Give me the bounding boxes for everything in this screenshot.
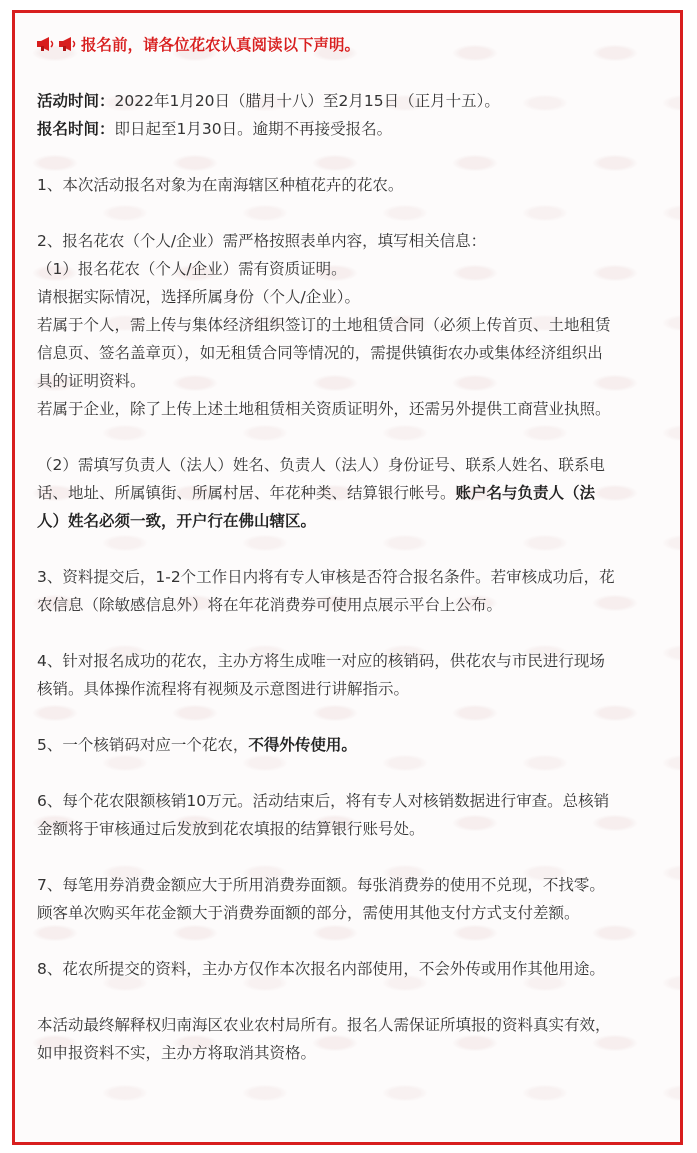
activity-time-label: 活动时间： [37,92,115,110]
item-2-sub-2-fields: 话、地址、所属镇街、所属村居、年花种类、结算银行帐号。 [37,484,456,502]
item-5-text: 5、一个核销码对应一个花农， [37,736,249,754]
announcement-body [37,31,667,1067]
item-5 [37,731,667,759]
item-2-sub-2: （2）需填写负责人（法人）姓名、负责人（法人）身份证号、联系人姓名、联系电 [37,456,605,474]
item-6: 6、每个花农限额核销10万元。活动结束后，将有专人对核销数据进行审查。总核销 [37,792,610,810]
item-4-cont: 核销。具体操作流程将有视频及示意图进行讲解指示。 [37,680,410,698]
signup-time-value: 即日起至1月30日。逾期不再接受报名。 [114,120,393,138]
item-3-cont: 农信息（除敏感信息外）将在年花消费券可使用点展示平台上公布。 [37,596,503,614]
item-2-account-rule-cont: 人）姓名必须一致，开户行在佛山辖区。 [37,512,317,530]
item-2-enterprise-line: 若属于企业，除了上传上述土地租赁相关资质证明外，还需另外提供工商营业执照。 [37,400,611,418]
megaphone-icon [59,32,79,46]
item-2-individual-line: 信息页、签名盖章页），如无租赁合同等情况的，需提供镇街农办或集体经济组织出 [37,344,603,362]
signup-time-label: 报名时间： [37,120,115,138]
item-2-account-rule: 账户名与负责人（法 [455,484,596,502]
item-5-emphasis: 不得外传使用。 [248,736,357,754]
notice-heading [37,31,667,59]
item-7-cont: 顾客单次购买年花金额大于消费券面额的部分，需使用其他支付方式支付差额。 [37,904,580,922]
item-2-sub-2-end [37,507,667,535]
item-7: 7、每笔用券消费金额应大于所用消费券面额。每张消费券的使用不兑现，不找零。 [37,876,605,894]
signup-time [37,115,667,143]
notice-frame [12,10,683,1145]
megaphone-icon [37,32,57,46]
item-2-intro: 2、报名花农（个人/企业）需严格按照表单内容，填写相关信息： [37,232,487,250]
item-3: 3、资料提交后，1-2个工作日内将有专人审核是否符合报名条件。若审核成功后，花 [37,568,615,586]
activity-time [37,87,667,115]
item-6-cont: 金额将于审核通过后发放到花农填报的结算银行账号处。 [37,820,425,838]
item-4: 4、针对报名成功的花农，主办方将生成唯一对应的核销码，供花农与市民进行现场 [37,652,605,670]
item-2-identity: 请根据实际情况，选择所属身份（个人/企业）。 [37,288,360,306]
item-8: 8、花农所提交的资料，主办方仅作本次报名内部使用，不会外传或用作其他用途。 [37,960,605,978]
activity-time-value: 2022年1月20日（腊月十八）至2月15日（正月十五）。 [114,92,500,110]
item-1: 1、本次活动报名对象为在南海辖区种植花卉的花农。 [37,176,404,194]
notice-text: 报名前，请各位花农认真阅读以下声明。 [81,36,361,54]
footer-statement-cont: 如申报资料不实，主办方将取消其资格。 [37,1044,317,1062]
item-2-individual-line: 具的证明资料。 [37,372,146,390]
footer-statement: 本活动最终解释权归南海区农业农村局所有。报名人需保证所填报的资料真实有效， [37,1016,611,1034]
item-2-individual-line: 若属于个人，需上传与集体经济组织签订的土地租赁合同（必须上传首页、土地租赁 [37,316,611,334]
item-2-sub-1: （1）报名花农（个人/企业）需有资质证明。 [37,260,347,278]
item-2-sub-2-cont [37,479,667,507]
